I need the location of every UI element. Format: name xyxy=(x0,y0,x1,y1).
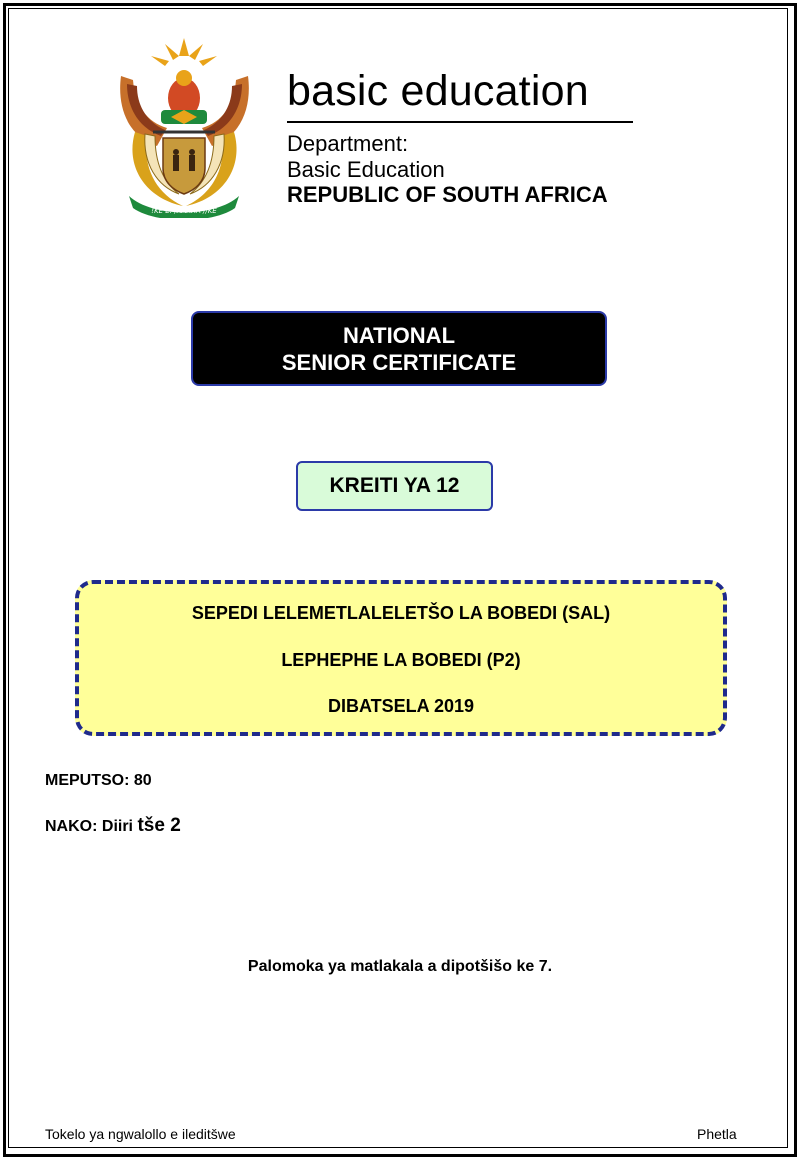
crest-motto: !KE E: /XARRA //KE xyxy=(151,207,217,215)
page-count-note: Palomoka ya matlakala a dipotšišo ke 7. xyxy=(247,958,553,975)
copyright-notice: Tokelo ya ngwalollo e ileditšwe xyxy=(45,1126,236,1142)
turn-over-label: Phetla xyxy=(697,1126,737,1142)
certificate-line1: NATIONAL xyxy=(342,322,456,348)
department-name: Basic Education xyxy=(287,157,445,182)
duration-prefix: NAKO: Diiri xyxy=(45,818,133,835)
subject-panel xyxy=(75,580,727,736)
paper-number: LEPHEPHE LA BOBEDI (P2) xyxy=(281,650,521,670)
coat-of-arms-icon xyxy=(113,36,256,218)
grade-badge: KREITI YA 12 xyxy=(296,461,493,511)
exam-duration xyxy=(45,815,181,837)
certificate-line2: SENIOR CERTIFICATE xyxy=(281,349,517,375)
brand-divider xyxy=(287,121,633,123)
subject-title: SEPEDI LELEMETLALELETŠO LA BOBEDI (SAL) xyxy=(191,603,611,623)
department-label: Department: xyxy=(287,131,409,156)
certificate-banner xyxy=(191,311,607,386)
brand-title: basic education xyxy=(287,67,589,115)
paper-type: DIBATSELA 2019 xyxy=(327,696,475,716)
duration-value: tše 2 xyxy=(137,815,181,836)
country-name: REPUBLIC OF SOUTH AFRICA xyxy=(287,182,608,207)
total-marks: MEPUTSO: 80 xyxy=(45,772,152,789)
